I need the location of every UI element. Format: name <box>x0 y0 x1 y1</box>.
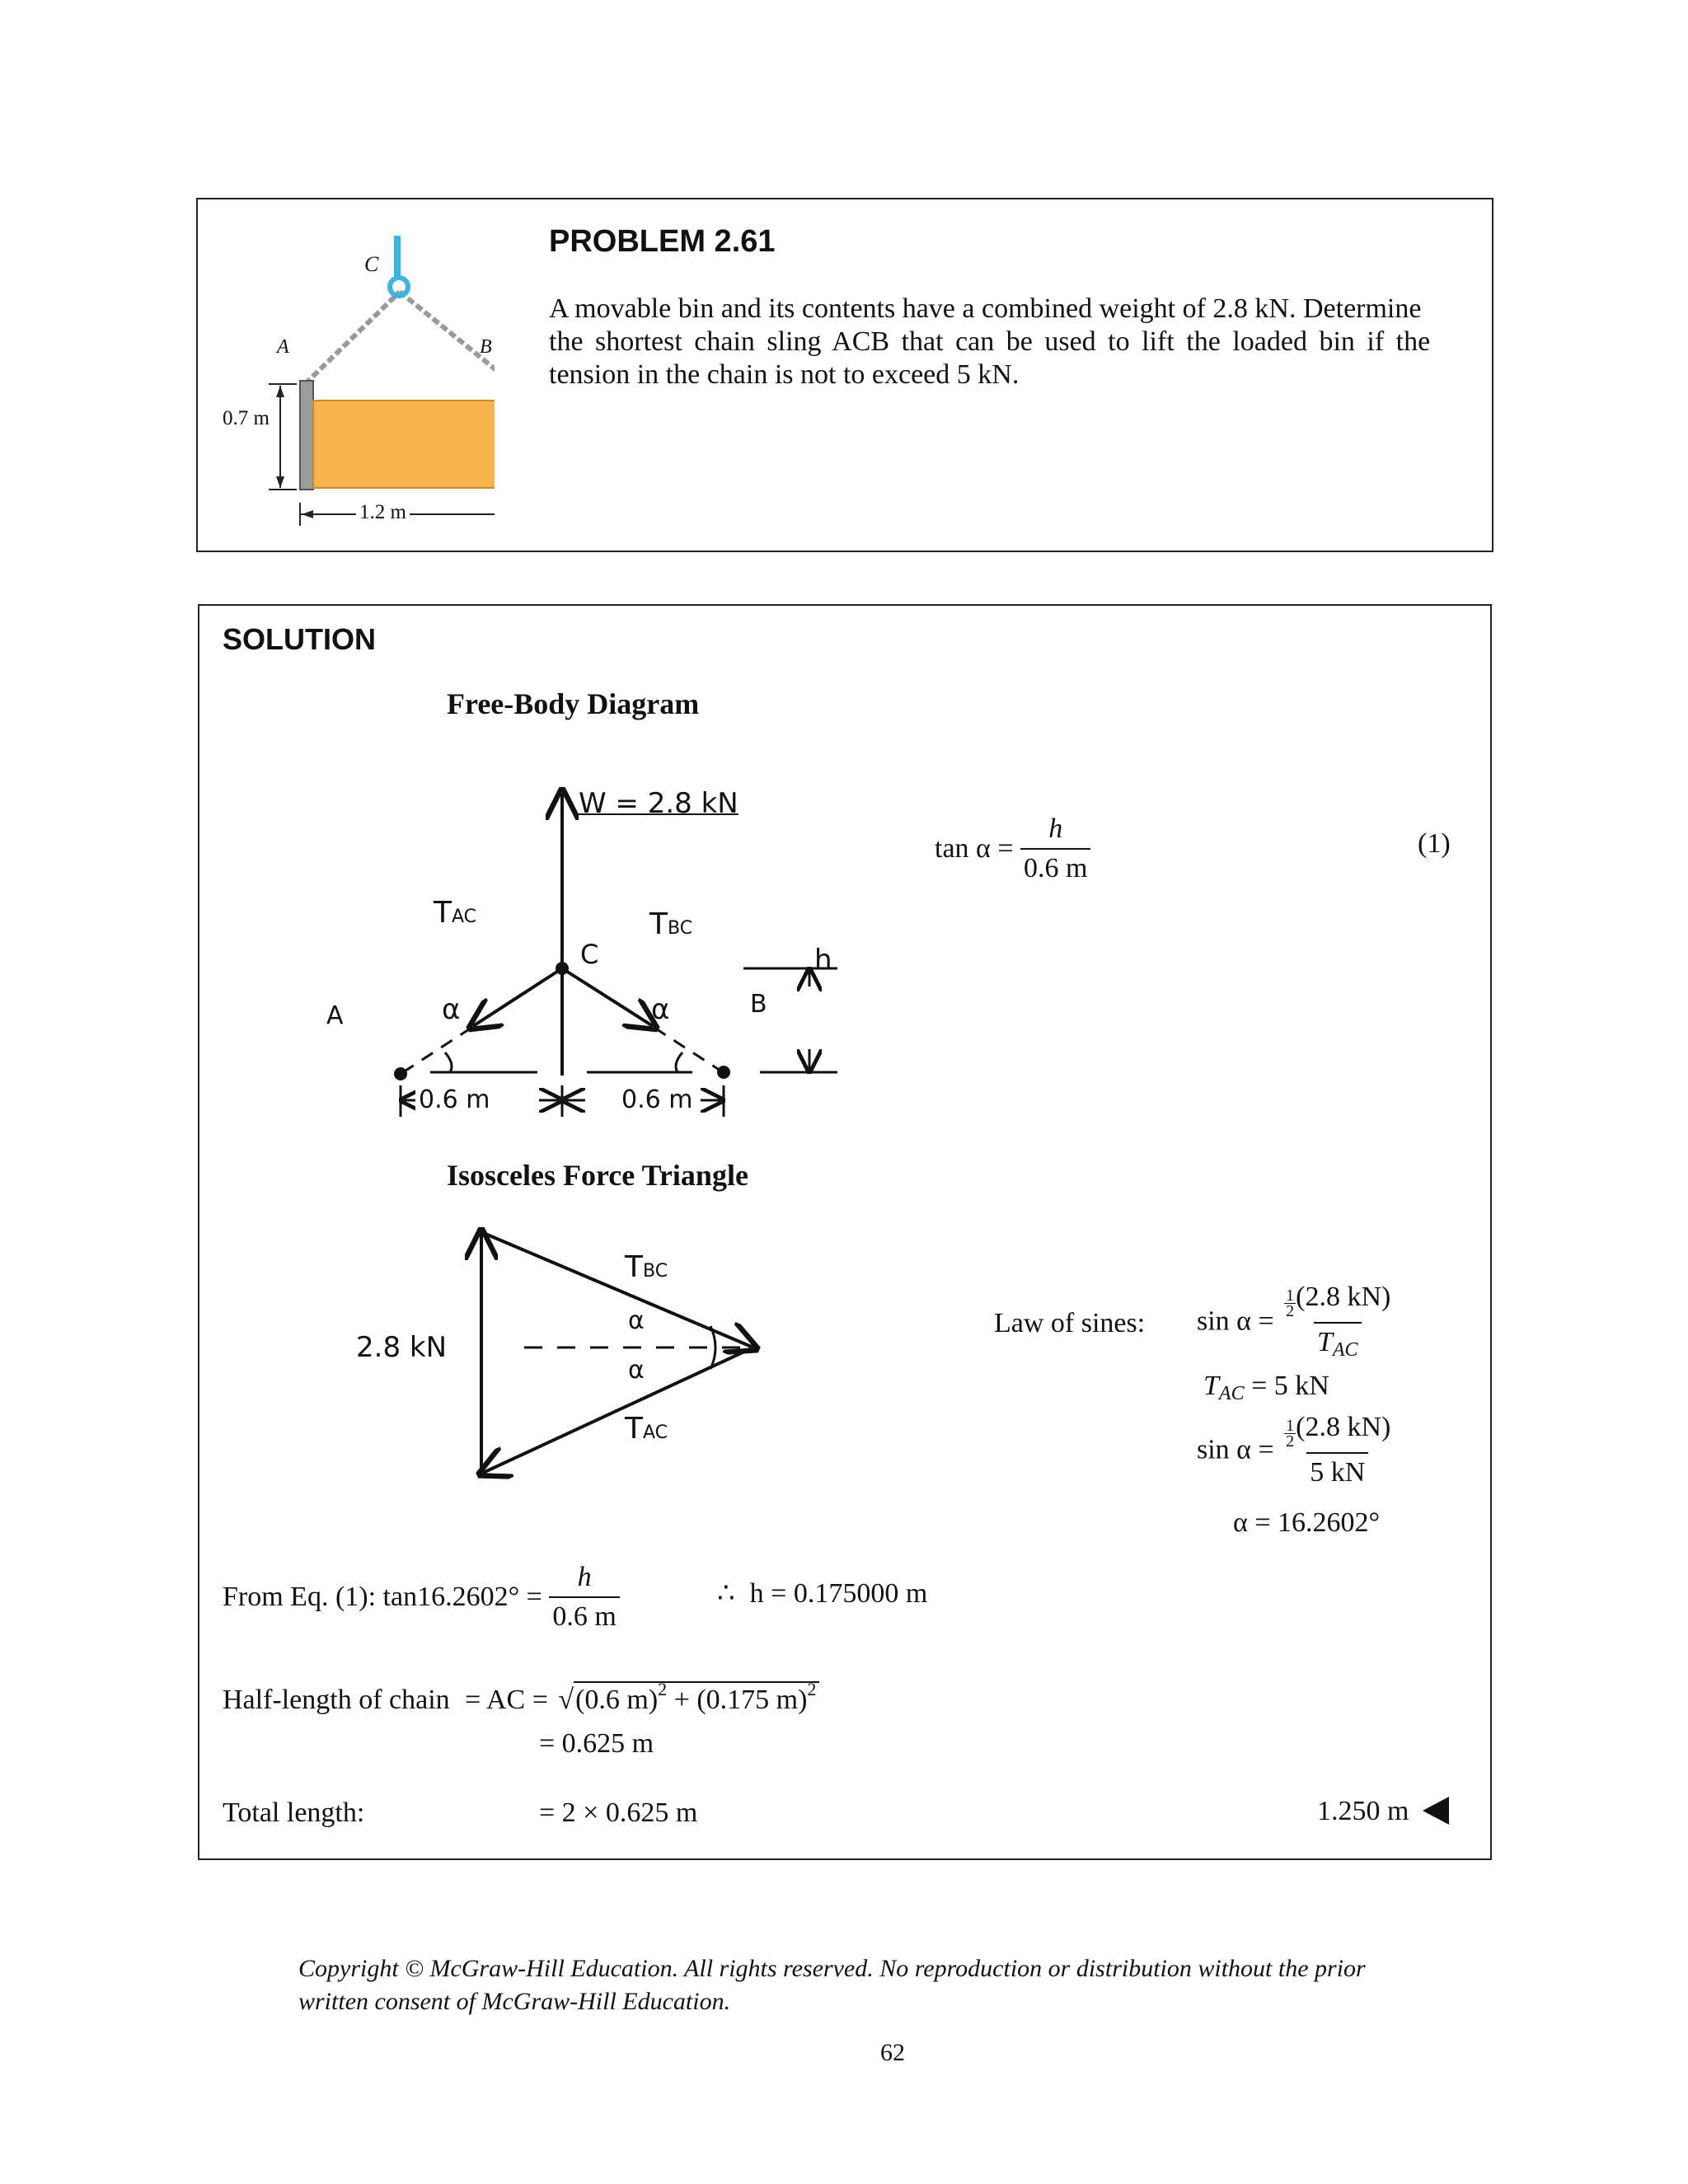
equation-number-1: (1) <box>1418 828 1451 859</box>
triangle-tac-sub: AC <box>643 1422 668 1443</box>
fbd-left-dim: 0.6 m <box>415 1085 493 1114</box>
fbd-alpha-right: α <box>651 993 670 1026</box>
ac-dashed <box>401 1028 471 1074</box>
sines-line-4: α = 16.2602° <box>1233 1507 1381 1538</box>
fbd-h-label: h <box>814 944 832 977</box>
solution-heading: SOLUTION <box>223 622 376 656</box>
total-length-expr: = 2 × 0.625 m <box>539 1797 698 1828</box>
from-eq-result: ∴ h = 0.175000 m <box>717 1578 928 1609</box>
fbd-tac-sub: AC <box>452 907 477 927</box>
fbd-b-label: B <box>750 990 767 1019</box>
height-dim-arrow-down <box>276 476 284 488</box>
tan-equation: tan α = $\frac{h}{0.6 m}$ <box>935 813 1090 884</box>
tbc-vector <box>562 968 653 1026</box>
sines-line-3: sin α = $\frac{1}{2}$ (2.8 kN) 5 kN <box>1197 1412 1391 1488</box>
fbd-w-label: W = 2.8 kN <box>579 787 738 820</box>
triangle-alpha-bottom: α <box>628 1356 645 1385</box>
page-number: 62 <box>880 2039 905 2066</box>
triangle-tbc-label: TBC <box>625 1250 668 1284</box>
from-eq-line: From Eq. (1): tan16.2602° = $\frac{h}{0.6 m}$ <box>223 1562 620 1633</box>
triangle-tac-label: TAC <box>625 1412 668 1446</box>
triangle-title: Isosceles Force Triangle <box>447 1159 748 1192</box>
problem-box <box>196 198 1493 552</box>
bc-dashed <box>654 1028 720 1071</box>
alpha-arc-left <box>445 1052 452 1072</box>
fbd-a-label: A <box>326 1001 344 1030</box>
point-b <box>717 1066 730 1079</box>
half-length-result: = 0.625 m <box>539 1728 654 1759</box>
fig-height-label: 0.7 m <box>223 407 270 429</box>
total-length-label: Total length: <box>223 1797 365 1828</box>
copyright-line-1: Copyright © McGraw-Hill Education. All rights reserved. No reproduction or distribution without the prior <box>298 1955 1366 1982</box>
answer-marker-icon <box>1421 1797 1449 1825</box>
width-dim-arrow-left <box>302 510 313 518</box>
fbd-tbc-sub: BC <box>668 918 693 939</box>
fbd-alpha-left: α <box>442 993 461 1026</box>
bin-figure <box>214 209 495 539</box>
triangle-load-label: 2.8 kN <box>356 1331 448 1364</box>
point-c <box>556 962 569 975</box>
fig-label-b: B <box>480 336 492 358</box>
triangle-tbc-sub: BC <box>643 1261 668 1282</box>
tac-vector <box>473 968 562 1026</box>
total-length-answer: 1.250 m <box>1317 1796 1449 1827</box>
problem-line-1: A movable bin and its contents have a combined weight of 2.8 kN. Determine <box>549 293 1422 324</box>
fbd-title: Free-Body Diagram <box>447 687 700 720</box>
point-a <box>394 1067 407 1080</box>
fbd-tac-label: TAC <box>434 896 477 930</box>
problem-line-3: tension in the chain is not to exceed 5 kN. <box>549 359 1020 390</box>
fig-width-label: 1.2 m <box>356 501 410 524</box>
solution-box <box>198 604 1492 1860</box>
chain-left <box>305 292 400 384</box>
fbd-right-dim: 0.6 m <box>618 1085 696 1114</box>
bin-post-left <box>300 381 313 490</box>
sines-line-1: sin α = $\frac{1}{2}$ (2.8 kN) $T_{AC}$ <box>1197 1282 1391 1361</box>
half-length-line: Half-length of chain = AC = √(0.6 m)$^2$ + (0.175 m)$^2$ <box>223 1679 819 1716</box>
fbd-c-label: C <box>580 939 599 970</box>
fbd-tbc-label: TBC <box>649 907 693 941</box>
sines-line-2: $T_{AC} = 5$ kN <box>1203 1371 1329 1404</box>
height-dim-arrow-up <box>276 386 284 397</box>
copyright-line-2: written consent of McGraw-Hill Education. <box>298 1988 731 2015</box>
fig-label-a: A <box>277 336 289 358</box>
bin-body <box>313 401 495 488</box>
alpha-arc-right <box>676 1052 682 1072</box>
fig-label-c: C <box>364 252 379 276</box>
triangle-alpha-top: α <box>628 1306 645 1335</box>
problem-line-2: the shortest chain sling ACB that can be used to lift the loaded bin if the <box>549 326 1431 357</box>
hook-shank <box>394 236 401 279</box>
problem-title: PROBLEM 2.61 <box>549 224 776 259</box>
law-of-sines-label: Law of sines: <box>994 1308 1146 1338</box>
